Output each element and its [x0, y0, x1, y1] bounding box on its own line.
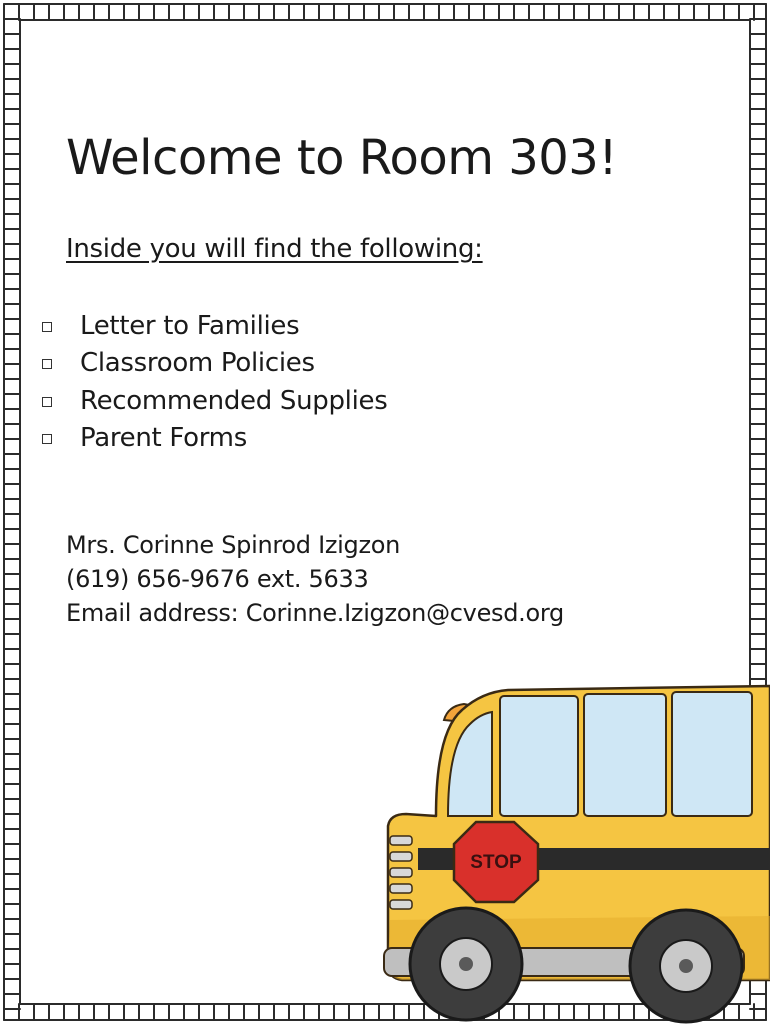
square-bullet-icon — [42, 434, 52, 444]
bus-window — [584, 694, 666, 816]
square-bullet-icon — [42, 397, 52, 407]
list-item — [42, 307, 387, 345]
front-wheel-icon — [410, 908, 522, 1020]
teacher-name: Mrs. Corinne Spinrod Izigzon — [66, 531, 401, 559]
list-item-label: Classroom Policies — [80, 348, 315, 379]
stop-sign-label: STOP — [470, 852, 522, 873]
list-item — [42, 345, 387, 383]
intro-heading: Inside you will find the following: — [66, 234, 483, 264]
stop-sign-icon — [454, 822, 538, 902]
square-bullet-icon — [42, 322, 52, 332]
bus-window — [672, 692, 752, 816]
page-title: Welcome to Room 303! — [66, 130, 618, 186]
square-bullet-icon — [42, 359, 52, 369]
list-item-label: Parent Forms — [80, 423, 247, 454]
bus-window — [500, 696, 578, 816]
contents-list — [42, 307, 387, 457]
rear-wheel-icon — [630, 910, 742, 1022]
phone-number: (619) 656-9676 ext. 5633 — [66, 565, 369, 593]
list-item — [42, 382, 387, 420]
list-item-label: Recommended Supplies — [80, 385, 388, 416]
school-bus-illustration — [378, 680, 770, 1024]
list-item-label: Letter to Families — [80, 310, 300, 341]
list-item — [42, 420, 387, 458]
contact-block — [66, 528, 564, 630]
email-address: Email address: Corinne.Izigzon@cvesd.org — [66, 599, 564, 627]
